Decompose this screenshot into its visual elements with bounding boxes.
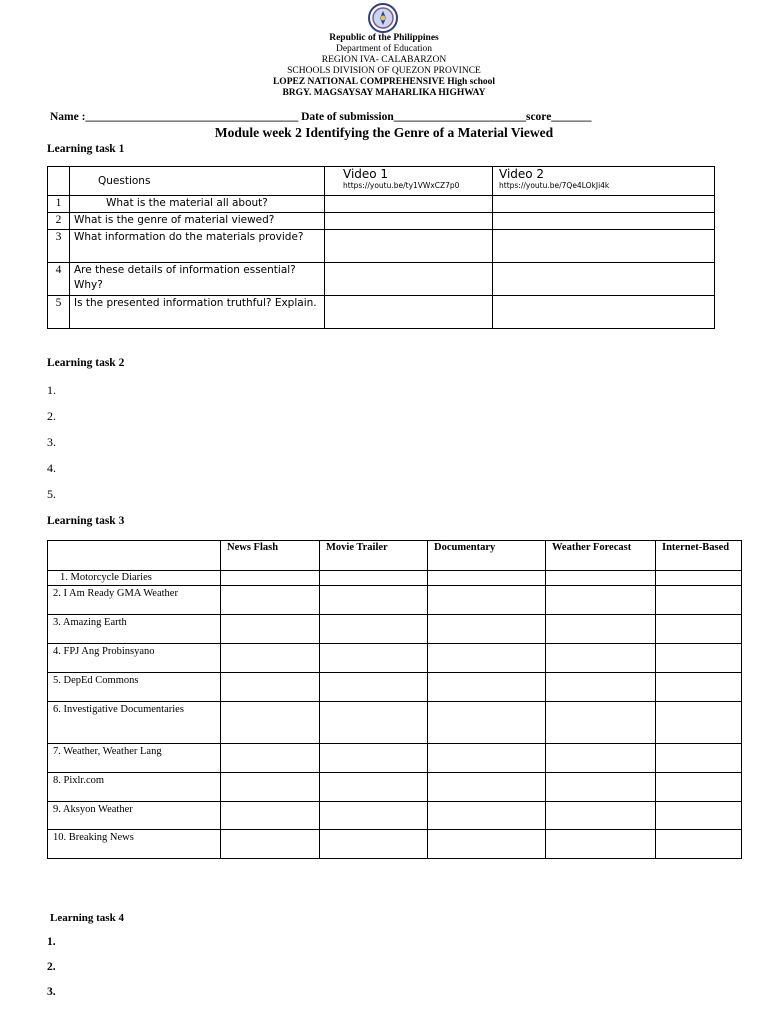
material-label: 7. Weather, Weather Lang — [48, 744, 221, 773]
check-cell[interactable] — [428, 586, 546, 615]
row-number: 3 — [48, 230, 70, 263]
answer-cell-video1[interactable] — [325, 296, 493, 329]
task2-item: 1. — [47, 383, 56, 397]
check-cell[interactable] — [546, 773, 656, 802]
check-cell[interactable] — [320, 644, 428, 673]
check-cell[interactable] — [656, 702, 742, 744]
check-cell[interactable] — [428, 702, 546, 744]
col-documentary: Documentary — [428, 541, 546, 571]
check-cell[interactable] — [656, 773, 742, 802]
check-cell[interactable] — [656, 802, 742, 830]
question-text: Are these details of information essential? Why? — [70, 263, 325, 296]
check-cell[interactable] — [320, 744, 428, 773]
division-heading: SCHOOLS DIVISION OF QUEZON PROVINCE — [287, 66, 481, 76]
table-row — [48, 744, 742, 773]
col-news-flash: News Flash — [221, 541, 320, 571]
check-cell[interactable] — [221, 644, 320, 673]
task4-item: 1. — [47, 936, 56, 948]
table-row — [48, 673, 742, 702]
task2-label: Learning task 2 — [47, 357, 125, 369]
question-text: What information do the materials provide? — [70, 230, 325, 263]
check-cell[interactable] — [428, 571, 546, 586]
task4-item: 2. — [47, 961, 56, 973]
table-row — [48, 263, 715, 296]
row-number: 5 — [48, 296, 70, 329]
table-row — [48, 196, 715, 213]
check-cell[interactable] — [428, 744, 546, 773]
video1-header — [325, 167, 493, 196]
video2-title: Video 2 — [499, 167, 545, 181]
department-heading: Department of Education — [335, 44, 433, 54]
row-number: 4 — [48, 263, 70, 296]
deped-seal-icon — [359, 3, 407, 33]
check-cell[interactable] — [656, 830, 742, 859]
video2-header — [493, 167, 715, 196]
check-cell[interactable] — [656, 744, 742, 773]
check-cell[interactable] — [428, 830, 546, 859]
check-cell[interactable] — [320, 571, 428, 586]
module-title: Module week 2 Identifying the Genre of a Material Viewed — [214, 125, 554, 140]
check-cell[interactable] — [221, 830, 320, 859]
table-row — [48, 830, 742, 859]
question-text: Is the presented information truthful? Explain. — [70, 296, 325, 329]
task3-table — [47, 540, 742, 859]
check-cell[interactable] — [221, 773, 320, 802]
check-cell[interactable] — [320, 802, 428, 830]
task4-label: Learning task 4 — [50, 912, 124, 924]
check-cell[interactable] — [546, 673, 656, 702]
task4-item: 3. — [47, 986, 56, 998]
col-movie-trailer: Movie Trailer — [320, 541, 428, 571]
table-row — [48, 230, 715, 263]
check-cell[interactable] — [546, 571, 656, 586]
header-blank-cell — [48, 541, 221, 571]
check-cell[interactable] — [320, 830, 428, 859]
check-cell[interactable] — [546, 830, 656, 859]
answer-cell-video2[interactable] — [493, 196, 715, 213]
material-label: 9. Aksyon Weather — [48, 802, 221, 830]
material-label: 1. Motorcycle Diaries — [48, 571, 221, 586]
answer-cell-video1[interactable] — [325, 196, 493, 213]
check-cell[interactable] — [320, 773, 428, 802]
check-cell[interactable] — [546, 586, 656, 615]
video2-url: https://youtu.be/7Qe4LOkJi4k — [499, 181, 610, 190]
answer-cell-video1[interactable] — [325, 213, 493, 230]
table-row — [48, 586, 742, 615]
answer-cell-video2[interactable] — [493, 296, 715, 329]
check-cell[interactable] — [546, 702, 656, 744]
answer-cell-video2[interactable] — [493, 263, 715, 296]
check-cell[interactable] — [656, 673, 742, 702]
question-text: What is the material all about? — [70, 196, 325, 213]
material-label: 4. FPJ Ang Probinsyano — [48, 644, 221, 673]
table-row — [48, 571, 742, 586]
check-cell[interactable] — [221, 571, 320, 586]
question-text: What is the genre of material viewed? — [70, 213, 325, 230]
col-weather-forecast: Weather Forecast — [546, 541, 656, 571]
table-row — [48, 702, 742, 744]
check-cell[interactable] — [221, 673, 320, 702]
task1-header-row — [48, 167, 715, 196]
region-heading: REGION IVA- CALABARZON — [321, 55, 447, 65]
table-row — [48, 773, 742, 802]
table-row — [48, 296, 715, 329]
answer-cell-video2[interactable] — [493, 213, 715, 230]
task3-header-row — [48, 541, 742, 571]
task1-table — [47, 166, 715, 329]
answer-cell-video2[interactable] — [493, 230, 715, 263]
check-cell[interactable] — [428, 644, 546, 673]
check-cell[interactable] — [428, 802, 546, 830]
task2-item: 5. — [47, 487, 56, 501]
material-label: 10. Breaking News — [48, 830, 221, 859]
check-cell[interactable] — [221, 615, 320, 644]
check-cell[interactable] — [428, 773, 546, 802]
task3-label: Learning task 3 — [47, 515, 125, 527]
check-cell[interactable] — [221, 586, 320, 615]
table-row — [48, 615, 742, 644]
material-label: 8. Pixlr.com — [48, 773, 221, 802]
check-cell[interactable] — [320, 586, 428, 615]
school-heading: LOPEZ NATIONAL COMPREHENSIVE High school — [272, 77, 496, 87]
check-cell[interactable] — [546, 802, 656, 830]
answer-cell-video1[interactable] — [325, 263, 493, 296]
check-cell[interactable] — [546, 744, 656, 773]
name-date-score-line: Name :_____________________________________ Date of submission_______________________score_______ — [50, 111, 592, 123]
check-cell[interactable] — [320, 615, 428, 644]
row-number: 2 — [48, 213, 70, 230]
check-cell[interactable] — [320, 702, 428, 744]
material-label: 5. DepEd Commons — [48, 673, 221, 702]
check-cell[interactable] — [428, 673, 546, 702]
republic-heading: Republic of the Philippines — [329, 33, 439, 43]
task2-item: 3. — [47, 435, 56, 449]
check-cell[interactable] — [656, 644, 742, 673]
answer-cell-video1[interactable] — [325, 230, 493, 263]
task2-item: 2. — [47, 409, 56, 423]
material-label: 6. Investigative Documentaries — [48, 702, 221, 744]
material-label: 2. I Am Ready GMA Weather — [48, 586, 221, 615]
check-cell[interactable] — [656, 615, 742, 644]
video1-title: Video 1 — [343, 167, 389, 181]
questions-header: Questions — [70, 167, 325, 196]
material-label: 3. Amazing Earth — [48, 615, 221, 644]
col-internet-based: Internet-Based — [656, 541, 742, 571]
check-cell[interactable] — [546, 644, 656, 673]
table-row — [48, 644, 742, 673]
task2-item: 4. — [47, 461, 56, 475]
table-row — [48, 213, 715, 230]
check-cell[interactable] — [221, 702, 320, 744]
address-heading: BRGY. MAGSAYSAY MAHARLIKA HIGHWAY — [282, 88, 486, 98]
video1-url: https://youtu.be/ty1VWxCZ7p0 — [343, 181, 460, 190]
check-cell[interactable] — [656, 586, 742, 615]
check-cell[interactable] — [320, 673, 428, 702]
row-number: 1 — [48, 196, 70, 213]
task1-label: Learning task 1 — [47, 143, 125, 155]
check-cell[interactable] — [221, 744, 320, 773]
check-cell[interactable] — [546, 615, 656, 644]
header-blank-cell — [48, 167, 70, 196]
check-cell[interactable] — [656, 571, 742, 586]
check-cell[interactable] — [221, 802, 320, 830]
table-row — [48, 802, 742, 830]
check-cell[interactable] — [428, 615, 546, 644]
